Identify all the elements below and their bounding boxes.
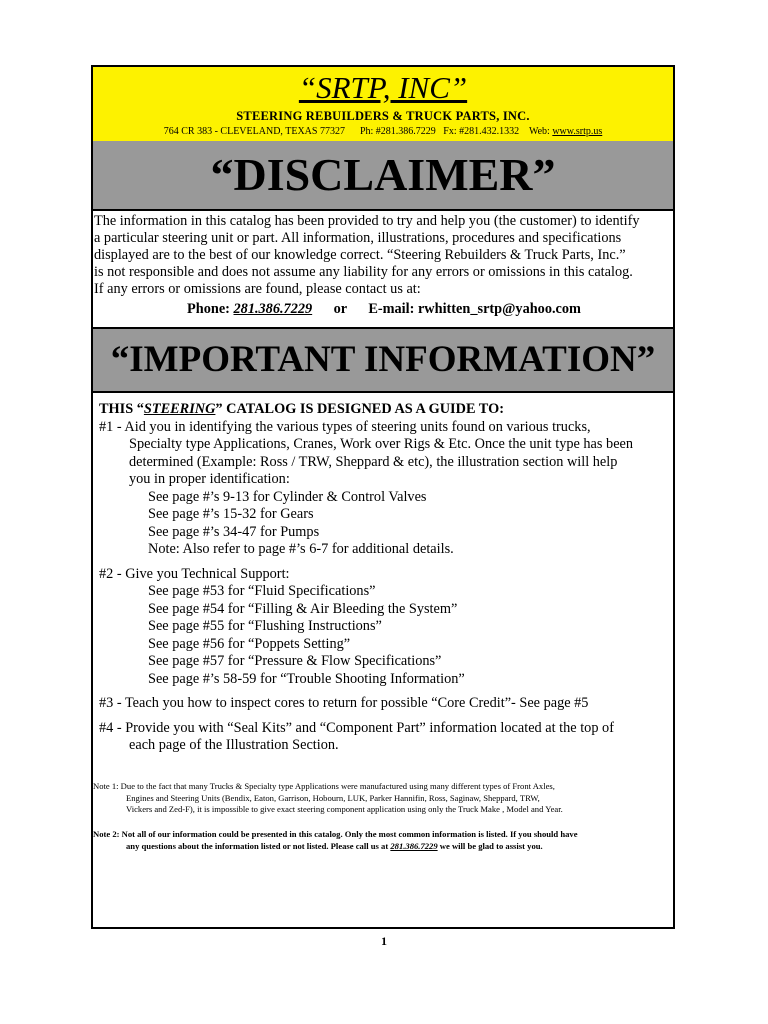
note-1-line: Note 1: Due to the fact that many Trucks & Specialty type Applications were manufactured using many different types of Front Axles, [93,781,555,791]
phone-label: Phone: [187,301,230,317]
item-1-line: Specialty type Applications, Cranes, Work over Rigs & Etc. Once the unit type has been [129,436,634,452]
important-body [93,401,673,755]
fax-number: Fx: #281.432.1332 [443,126,520,137]
contact-line [93,126,673,138]
item-4-line: each page of the Illustration Section. [129,737,339,753]
item-4-line: #4 - Provide you with “Seal Kits” and “Component Part” information located at the top of [99,719,614,736]
item-3-line: #3 - Teach you how to inspect cores to return for possible “Core Credit”- See page #5 [99,695,589,711]
item-1-line: #1 - Aid you in identifying the various types of steering units found on various trucks, [99,418,591,435]
item-1-line: determined (Example: Ross / TRW, Sheppard & etc), the illustration section will help [129,453,618,470]
note-2 [93,829,673,852]
item-1-ref: See page #’s 9-13 for Cylinder & Control Valves [148,488,427,505]
note-1-line: Vickers and Zed-F), it is impossible to give exact steering component application using only the Truck Make , Model and Year. [126,804,563,814]
web-label: Web: [528,126,550,137]
company-name: “SRTP, INC” [298,70,468,105]
item-2-ref: See page #55 for “Flushing Instructions” [148,618,382,634]
item-1-line: you in proper identification: [129,471,290,487]
phone-number: Ph: #281.386.7229 [359,126,436,137]
website-link[interactable]: www.srtp.us [552,126,603,137]
intro-steering: STEERING [143,401,216,417]
item-2-ref: See page #53 for “Fluid Specifications” [148,583,376,599]
item-2-ref: See page #57 for “Pressure & Flow Specifications” [148,653,442,669]
disclaimer-line: displayed are to the best of our knowledge correct. “Steering Rebuilders & Truck Parts, Inc.” [94,247,626,263]
company-subtitle: STEERING REBUILDERS & TRUCK PARTS, INC. [236,109,530,123]
note-2-phone[interactable]: 281.386.7229 [390,840,438,851]
disclaimer-line: is not responsible and does not assume any liability for any errors or omissions in this catalog. [94,264,633,280]
intro-pre: THIS “ [99,401,144,417]
disclaimer-body [94,213,674,318]
disclaimer-title: “DISCLAIMER” [93,141,673,211]
catalog-page-frame [91,65,675,929]
note-2-pre: any questions about the information listed or not listed. Please call us at [126,840,391,851]
item-2-ref: See page #54 for “Filling & Air Bleeding the System” [148,600,458,617]
item-2-line: #2 - Give you Technical Support: [99,565,290,582]
disclaimer-contact [94,301,674,318]
disclaimer-email[interactable]: E-mail: rwhitten_srtp@yahoo.com [368,301,581,317]
item-2-ref: See page #’s 58-59 for “Trouble Shooting Information” [148,670,465,687]
note-2-line [93,841,673,853]
intro-post: ” CATALOG IS DESIGNED AS A GUIDE TO: [215,401,504,417]
item-2-ref: See page #56 for “Poppets Setting” [148,635,351,652]
guide-intro [99,401,673,419]
disclaimer-line: If any errors or omissions are found, please contact us at: [94,281,421,297]
or-text: or [333,301,347,317]
note-2-post: we will be glad to assist you. [437,840,543,851]
page-number: 1 [381,934,387,948]
note-1-line: Engines and Steering Units (Bendix, Eaton, Garrison, Hobourn, LUK, Parker Hannifin, Ross, Saginaw, Sheppard, TRW, [126,792,540,803]
item-1-ref: See page #’s 34-47 for Pumps [148,523,320,540]
company-header [93,67,673,143]
item-1-ref: See page #’s 15-32 for Gears [148,506,314,522]
note-1 [93,781,673,816]
disclaimer-line: a particular steering unit or part. All information, illustrations, procedures and specifications [94,230,622,246]
important-title: “IMPORTANT INFORMATION” [93,327,673,393]
disclaimer-line: The information in this catalog has been provided to try and help you (the customer) to identify [94,213,640,229]
disclaimer-phone[interactable]: 281.386.7229 [233,301,313,317]
note-2-line: Note 2: Not all of our information could be presented in this catalog. Only the most common information is listed. If you should have [93,829,578,839]
item-1-ref: Note: Also refer to page #’s 6-7 for additional details. [148,541,454,557]
address: 764 CR 383 - CLEVELAND, TEXAS 77327 [163,126,345,137]
